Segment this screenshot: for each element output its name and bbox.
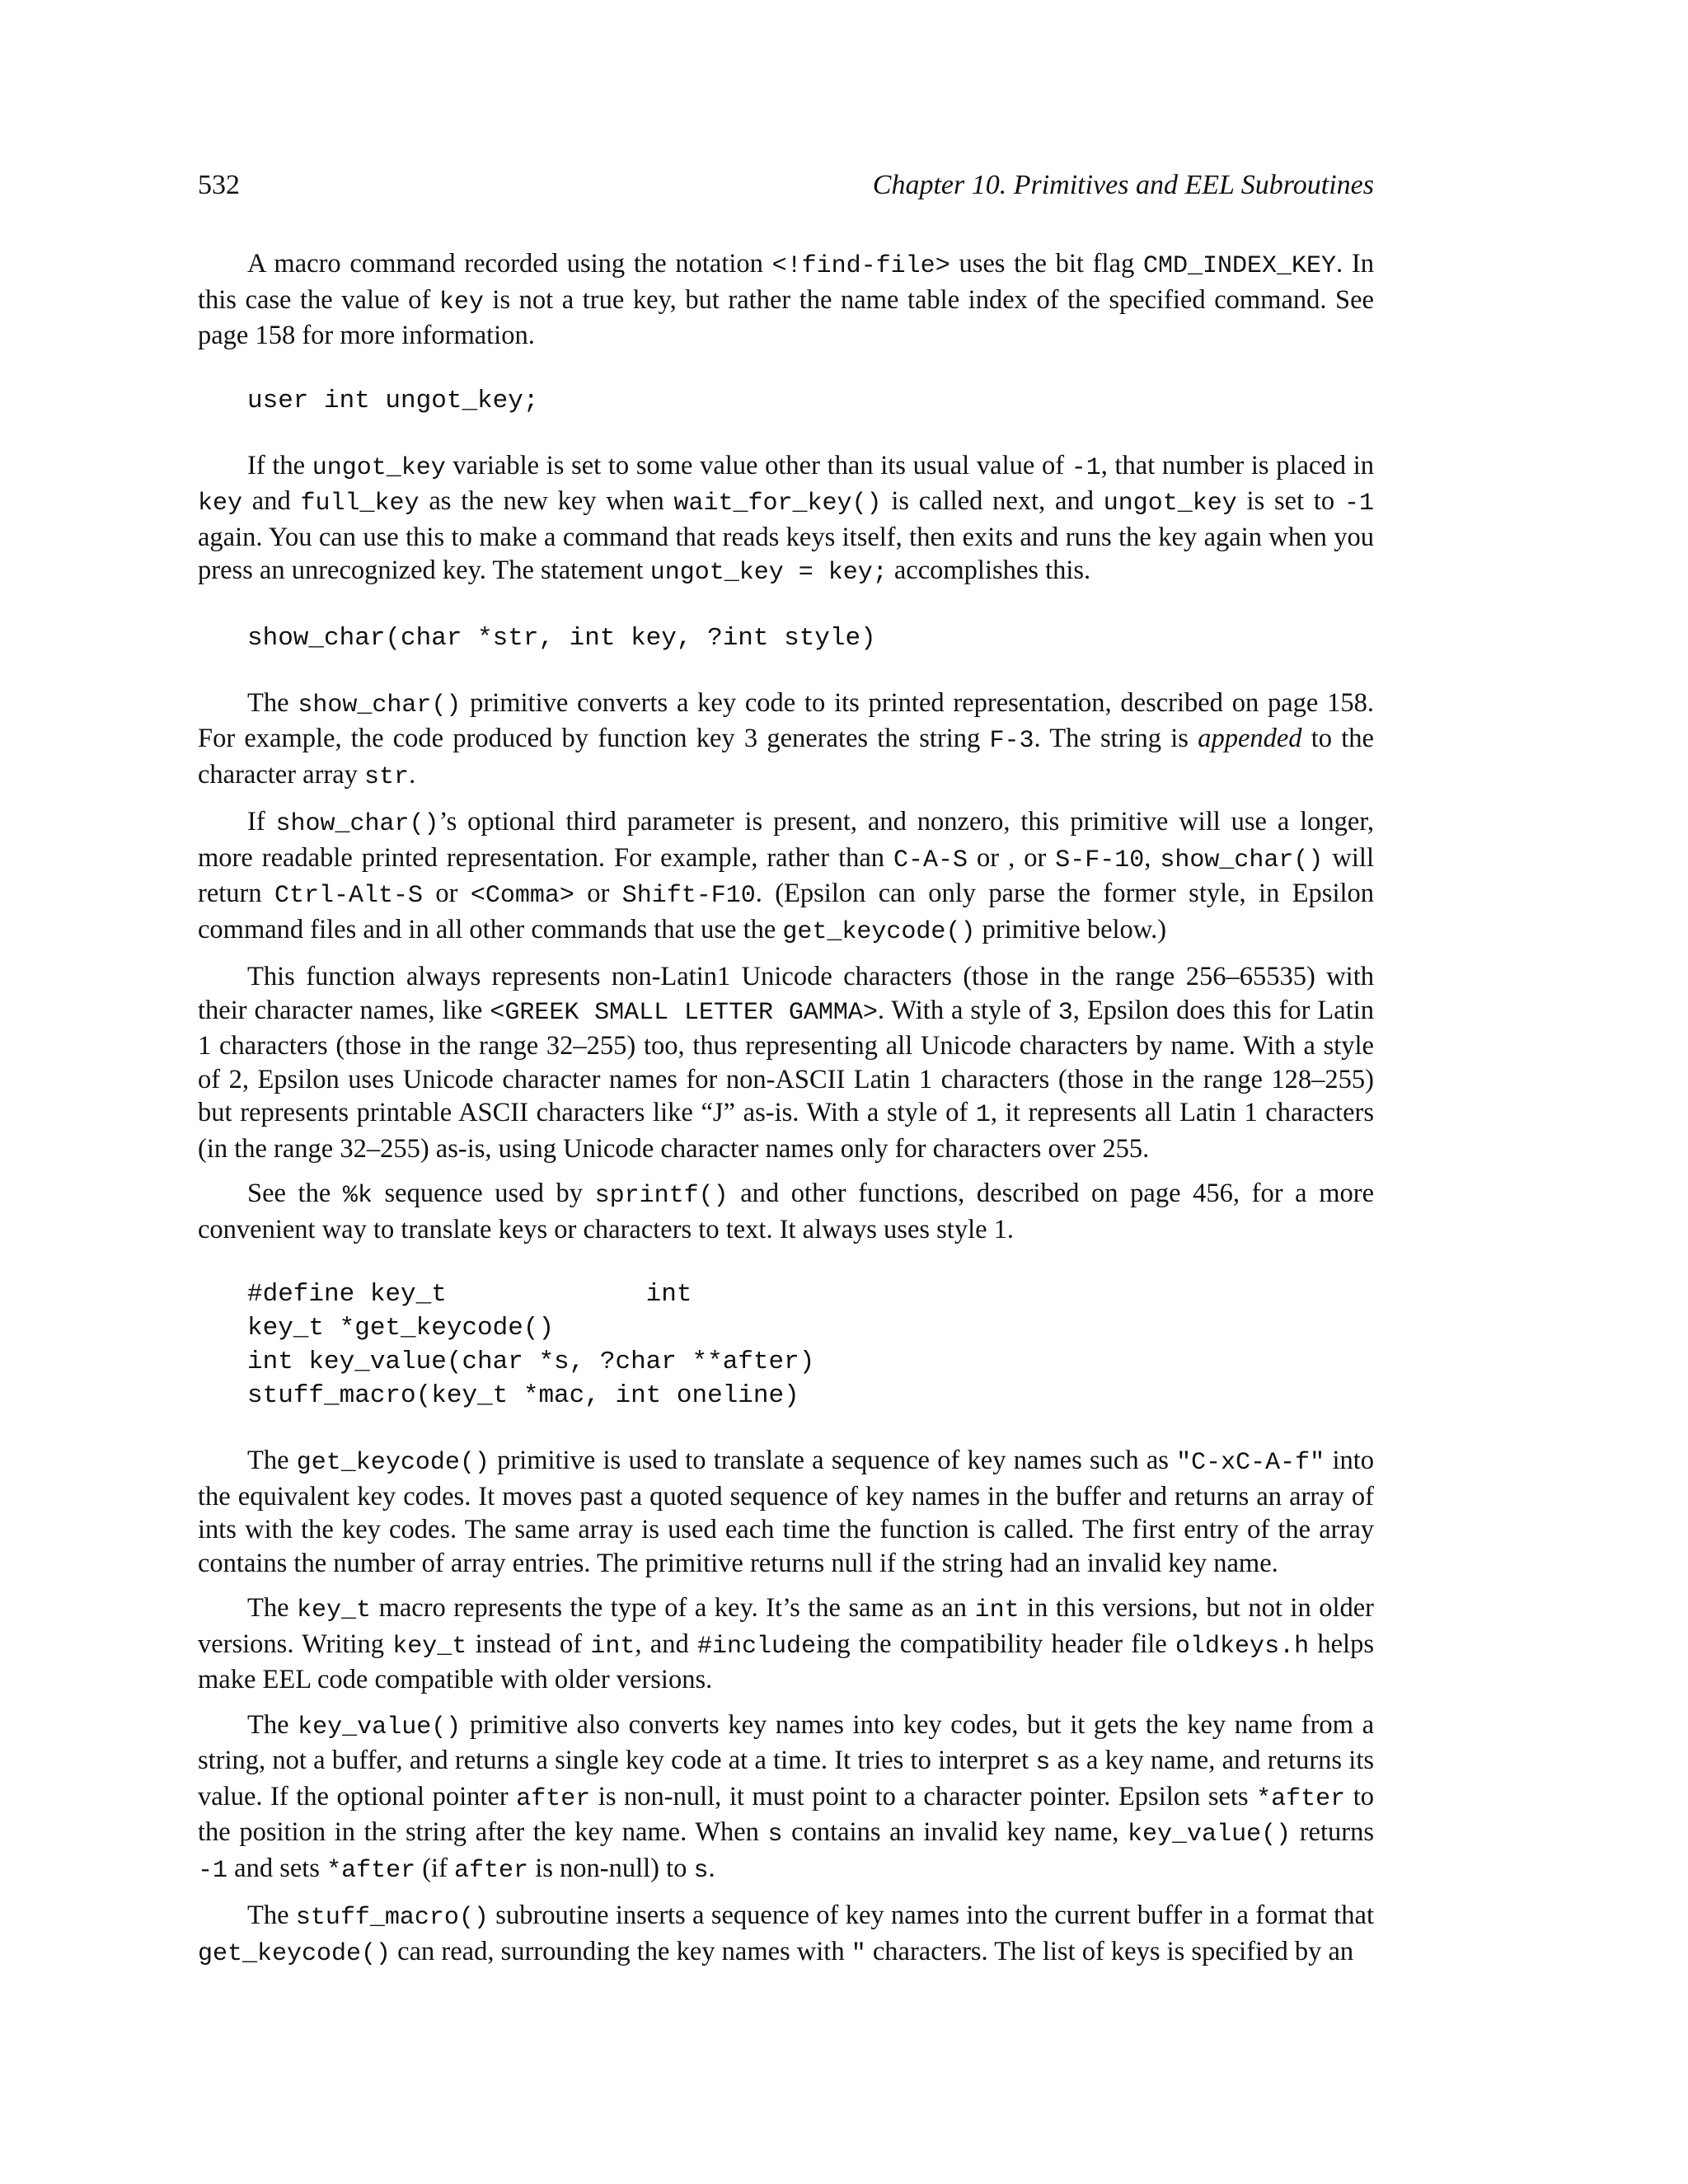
inline-code: " xyxy=(851,1939,866,1968)
inline-code: key_t xyxy=(392,1632,467,1661)
inline-code: *after xyxy=(1256,1784,1346,1813)
inline-code: key xyxy=(198,490,243,518)
paragraph: The stuff_macro() subroutine inserts a sequence of key names into the current buffer in a format that get_keycode() can read, surrounding the key names with " characters. The list of keys is specified by an xyxy=(198,1900,1374,1968)
paragraph: This function always represents non-Latin1 Unicode characters (those in the range 256–65535) with their character names, like <GREEK SMALL LETTER GAMMA>. With a style of 3, Epsilon does this for Latin 1 characters (those in the range 32–255) too, thus representing all Unicode characters by name. With a style of 2, Epsilon uses Unicode character names for non-ASCII Latin 1 characters (those in the range 128–255) but represents printable ASCII characters like “J” as-is. With a style of 1, it represents all Latin 1 characters (in the range 32–255) as-is, using Unicode character names only for characters over 255. xyxy=(198,962,1374,1164)
page-number: 532 xyxy=(198,170,240,200)
inline-code: F-3 xyxy=(989,727,1034,755)
inline-code: s xyxy=(1035,1749,1051,1777)
code-block xyxy=(247,621,1374,655)
code-line: #define key_t int xyxy=(247,1280,692,1309)
inline-code: -1 xyxy=(1071,453,1101,482)
code-line: user int ungot_key; xyxy=(247,386,539,415)
paragraph: If the ungot_key variable is set to some value other than its usual value of -1, that number is placed in key and full_key as the new key when wait_for_key() is called next, and ungot_key is set to -1 again. You can use this to make a command that reads keys itself, then exits and runs the key again when you press an unrecognized key. The statement ungot_key = key; accomplishes this. xyxy=(198,450,1374,587)
inline-code: int xyxy=(590,1632,635,1661)
paragraph: The key_t macro represents the type of a key. It’s the same as an int in this versions, but not in older versions. Writing key_t instead of int, and #includeing the compatibility header file oldkeys.h helps make EEL code compatible with older versions. xyxy=(198,1593,1374,1694)
inline-code: sprintf() xyxy=(594,1182,729,1210)
inline-code: get_keycode() xyxy=(296,1449,490,1477)
inline-code: ungot_key = key; xyxy=(649,559,888,587)
code-line: show_char(char *str, int key, ?int style) xyxy=(247,623,876,653)
inline-code: S-F-10 xyxy=(1055,846,1145,874)
inline-code: <Comma> xyxy=(470,882,574,910)
inline-code: oldkeys.h xyxy=(1175,1632,1310,1661)
inline-code: s xyxy=(767,1821,783,1849)
inline-code: -1 xyxy=(198,1856,228,1885)
inline-code: after xyxy=(454,1856,529,1885)
inline-code: 1 xyxy=(975,1101,991,1129)
paragraph: The get_keycode() primitive is used to translate a sequence of key names such as "C-xC-A-f" into the equivalent key codes. It moves past a quoted sequence of key names in the buffer and returns an array of ints with the key codes. The same array is used each time the function is called. The first entry of the array contains the number of array entries. The primitive returns null if the string had an invalid key name. xyxy=(198,1446,1375,1578)
inline-code: <GREEK SMALL LETTER GAMMA> xyxy=(490,998,878,1027)
inline-code: 3 xyxy=(1057,998,1073,1027)
inline-code: str xyxy=(364,762,410,791)
inline-code: show_char() xyxy=(1160,846,1324,874)
inline-code: Shift-F10 xyxy=(621,882,756,910)
inline-code: "C-xC-A-f" xyxy=(1176,1449,1325,1477)
running-title: Chapter 10. Primitives and EEL Subroutines xyxy=(872,170,1374,200)
inline-code: show_char() xyxy=(275,810,439,838)
body-text xyxy=(198,247,1374,1982)
inline-code: key_t xyxy=(297,1596,372,1624)
inline-code: key xyxy=(438,288,484,316)
inline-code: wait_for_key() xyxy=(673,490,882,518)
inline-code: CMD_INDEX_KEY xyxy=(1143,252,1337,280)
inline-code: stuff_macro() xyxy=(295,1904,489,1932)
code-line: int key_value(char *s, ?char **after) xyxy=(247,1347,815,1376)
paragraph: A macro command recorded using the notation <!find-file> uses the bit flag CMD_INDEX_KEY. In this case the value of key is not a true key, but rather the name table index of the specified command. See page 158 for more information. xyxy=(198,249,1375,350)
paragraph: The key_value() primitive also converts key names into key codes, but it gets the key name from a string, not a buffer, and returns a single key code at a time. It tries to interpret s as a key name, and returns its value. If the optional pointer after is non-null, it must point to a character pointer. Epsilon sets *after to the position in the string after the key name. When s contains an invalid key name, key_value() returns -1 and sets *after (if after is non-null) to s. xyxy=(198,1709,1374,1885)
inline-code: %k xyxy=(342,1182,373,1210)
inline-code: ungot_key xyxy=(312,453,446,482)
code-line: stuff_macro(key_t *mac, int oneline) xyxy=(247,1381,799,1410)
inline-code: -1 xyxy=(1343,490,1374,518)
inline-code: C-A-S xyxy=(893,846,968,874)
inline-code: *after xyxy=(326,1856,416,1885)
inline-code: #include xyxy=(697,1632,817,1661)
code-block xyxy=(247,1277,1374,1413)
inline-code: after xyxy=(516,1784,591,1813)
inline-code: key_value() xyxy=(1128,1821,1292,1849)
page-header xyxy=(198,170,1374,209)
inline-code: Ctrl-Alt-S xyxy=(274,882,424,910)
emphasis: appended xyxy=(1198,724,1302,753)
inline-code: int xyxy=(974,1596,1020,1624)
inline-code: key_value() xyxy=(298,1713,462,1741)
inline-code: get_keycode() xyxy=(198,1939,392,1968)
inline-code: full_key xyxy=(300,490,420,518)
paragraph: See the %k sequence used by sprintf() and other functions, described on page 456, for a more convenient way to translate keys or characters to text. It always uses style 1. xyxy=(198,1179,1374,1244)
code-line: key_t *get_keycode() xyxy=(247,1314,555,1343)
inline-code: <!find-file> xyxy=(771,252,950,280)
inline-code: show_char() xyxy=(298,691,462,719)
paragraph: If show_char()’s optional third parameter is present, and nonzero, this primitive will use a longer, more readable printed representation. For example, rather than C-A-S or , or S-F-10, show_char() will return Ctrl-Alt-S or <Comma> or Shift-F10. (Epsilon can only parse the former style, in Epsilon command files and in all other commands that use the get_keycode() primitive below.) xyxy=(198,807,1375,946)
inline-code: s xyxy=(693,1856,709,1885)
code-block xyxy=(247,384,1374,418)
inline-code: ungot_key xyxy=(1103,490,1237,518)
paragraph: The show_char() primitive converts a key code to its printed representation, described on page 158. For example, the code produced by function key 3 generates the string F-3. The string is appended to the character array str. xyxy=(198,687,1374,791)
inline-code: get_keycode() xyxy=(782,917,976,946)
